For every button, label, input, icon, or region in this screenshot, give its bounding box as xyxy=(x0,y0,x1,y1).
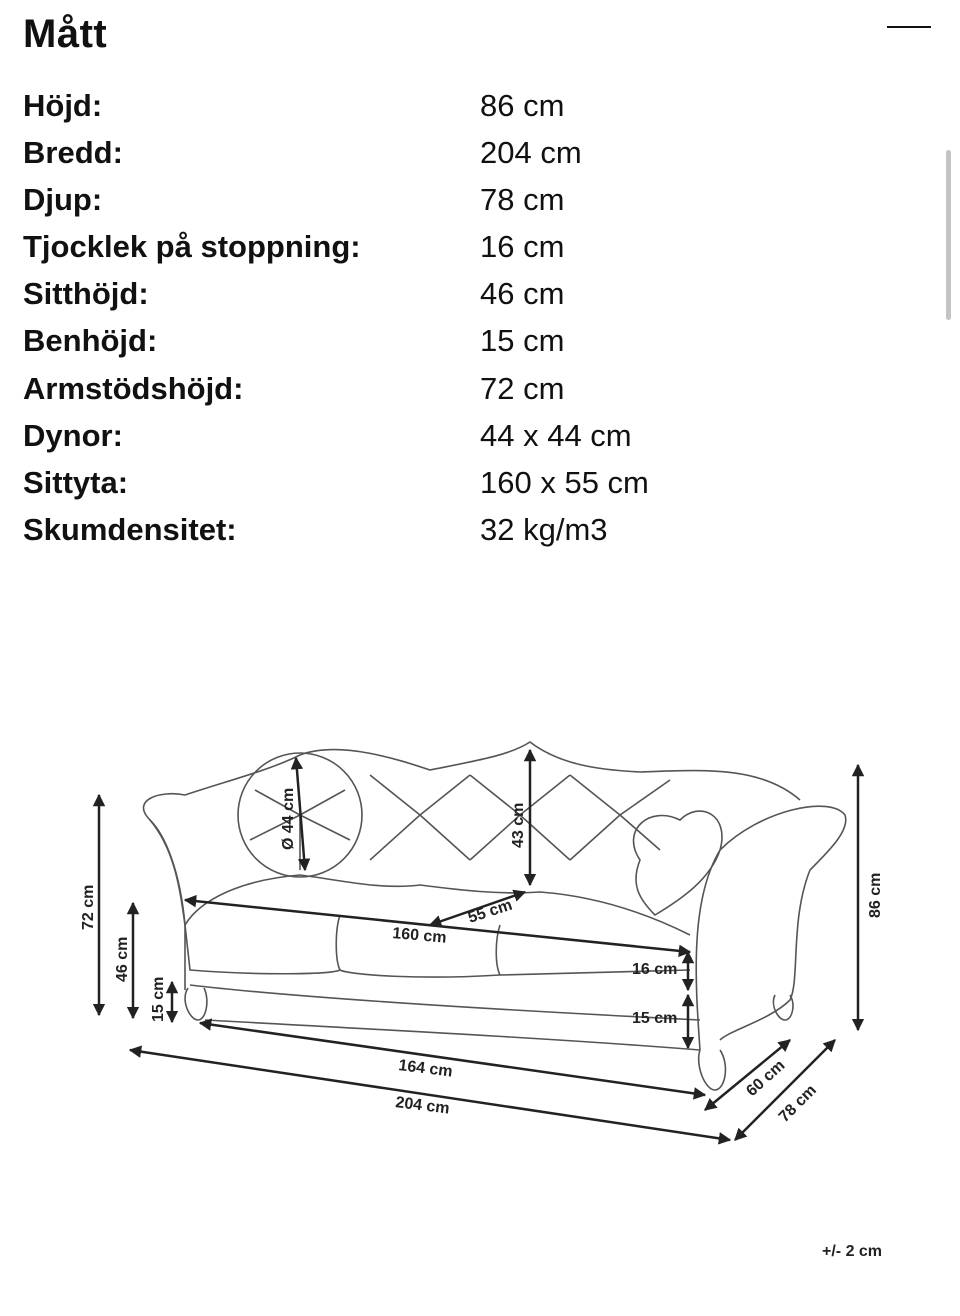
dim-label-arm-height: 72 cm xyxy=(80,884,97,930)
spec-row-width xyxy=(23,129,903,176)
spec-label: Tjocklek på stoppning: xyxy=(23,229,361,265)
spec-row-seat-height xyxy=(23,270,903,317)
dimension-lines xyxy=(99,750,858,1140)
sofa-dimension-drawing xyxy=(0,720,960,1160)
spec-label: Skumdensitet: xyxy=(23,511,237,547)
spec-label: Dynor: xyxy=(23,417,123,453)
dim-label-inner-width: 164 cm xyxy=(397,1057,454,1081)
tolerance-note: +/- 2 cm xyxy=(822,1243,883,1260)
spec-label: Benhöjd: xyxy=(23,323,158,359)
spec-row-cushions xyxy=(23,412,903,459)
spec-value: 160 x 55 cm xyxy=(480,464,649,500)
spec-value: 204 cm xyxy=(480,135,582,171)
specs-list xyxy=(23,82,903,553)
spec-value: 72 cm xyxy=(480,370,565,406)
spec-label: Sitthöjd: xyxy=(23,276,149,312)
spec-row-padding xyxy=(23,223,903,270)
page-title: Mått xyxy=(23,12,108,56)
dim-label-seat-width: 160 cm xyxy=(391,925,448,947)
dim-label-seat-depth: 55 cm xyxy=(465,896,515,927)
dim-label-back-cushion: 43 cm xyxy=(510,802,527,848)
dimension-labels xyxy=(80,788,884,1126)
dim-label-total-depth: 78 cm xyxy=(775,1081,820,1126)
spec-value: 32 kg/m3 xyxy=(480,511,608,547)
dim-label-seat-depth-side: 60 cm xyxy=(743,1056,789,1100)
spec-value: 44 x 44 cm xyxy=(480,417,632,453)
dim-label-padding: 16 cm xyxy=(632,961,678,978)
dim-label-pillow: Ø 44 cm xyxy=(280,787,297,850)
spec-value: 46 cm xyxy=(480,276,565,312)
dim-label-leg-height-left: 15 cm xyxy=(150,976,167,1022)
dim-label-leg-height-right: 15 cm xyxy=(632,1010,678,1027)
spec-label: Bredd: xyxy=(23,135,123,171)
spec-row-leg-height xyxy=(23,317,903,364)
collapse-minus-icon[interactable] xyxy=(887,26,931,28)
spec-value: 15 cm xyxy=(480,323,565,359)
spec-value: 78 cm xyxy=(480,182,565,218)
dim-label-seat-height: 46 cm xyxy=(114,936,131,982)
spec-value: 86 cm xyxy=(480,88,565,123)
spec-row-armrest-height xyxy=(23,365,903,412)
spec-row-seat-area xyxy=(23,459,903,506)
spec-label: Höjd: xyxy=(23,88,103,123)
spec-label: Sittyta: xyxy=(23,464,129,500)
spec-value: 16 cm xyxy=(480,229,565,265)
scrollbar[interactable] xyxy=(946,150,951,320)
spec-row-depth xyxy=(23,176,903,223)
spec-row-height xyxy=(23,82,903,129)
dim-label-total-width: 204 cm xyxy=(394,1094,451,1118)
spec-row-foam-density xyxy=(23,506,903,553)
dim-label-total-height: 86 cm xyxy=(867,872,884,918)
spec-label: Armstödshöjd: xyxy=(23,370,244,406)
spec-label: Djup: xyxy=(23,182,103,218)
